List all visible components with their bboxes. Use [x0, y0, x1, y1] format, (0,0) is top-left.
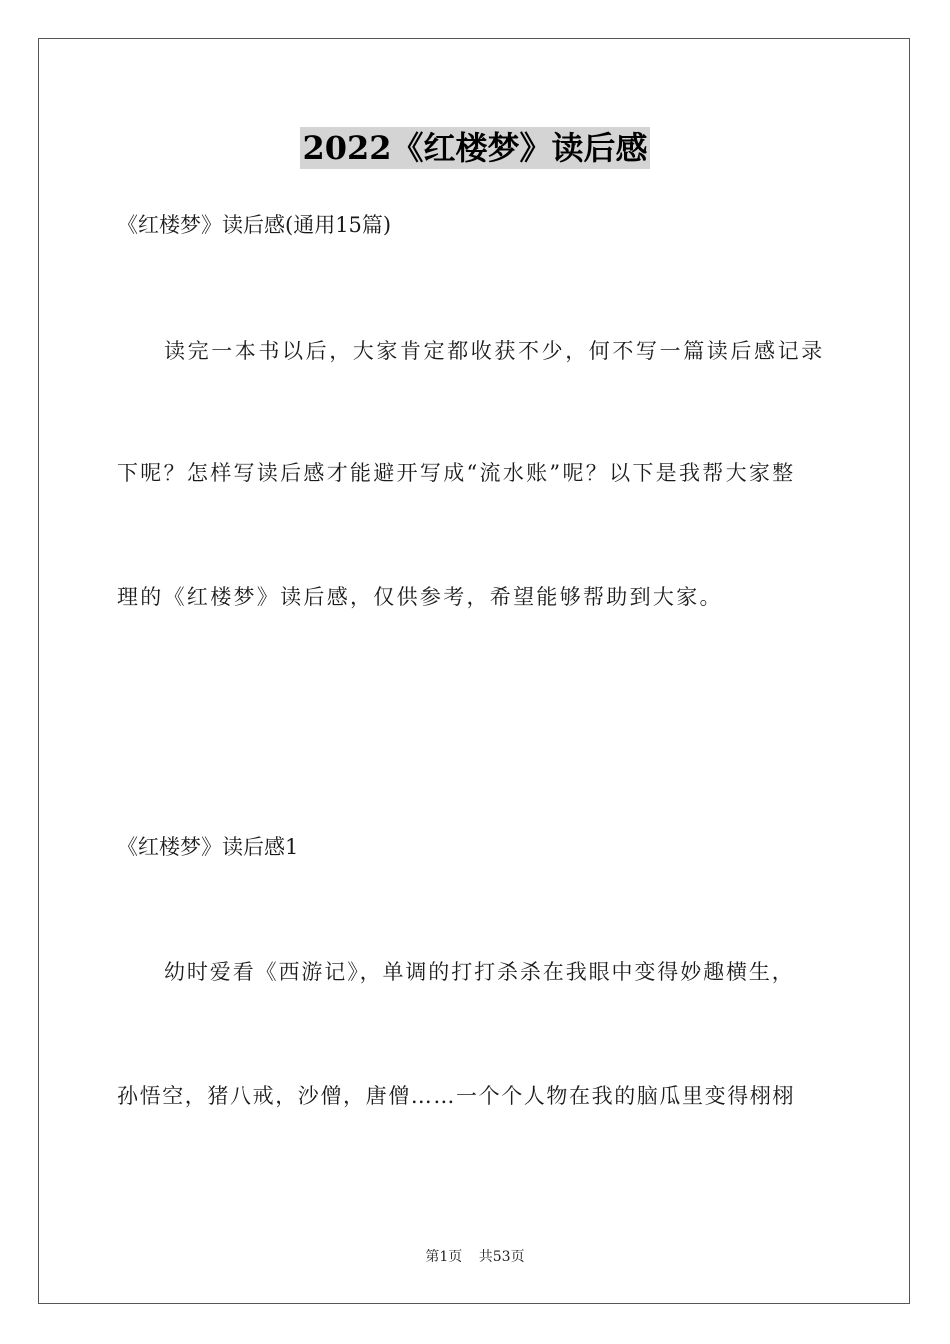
- title-container: [0, 127, 950, 169]
- page-footer: [0, 1248, 950, 1266]
- section-heading: 《红楼梦》读后感1: [117, 835, 299, 859]
- document-title: 2022《红楼梦》读后感: [302, 129, 648, 167]
- document-subtitle: 《红楼梦》读后感(通用15篇): [117, 213, 392, 237]
- intro-paragraph-line: 下呢？怎样写读后感才能避开写成“流水账”呢？以下是我帮大家整: [117, 461, 796, 485]
- page-number: 第1页: [425, 1249, 463, 1265]
- page-total: 共53页: [478, 1249, 525, 1265]
- intro-paragraph-line: 读完一本书以后，大家肯定都收获不少，何不写一篇读后感记录: [164, 339, 825, 363]
- body-paragraph-line: 幼时爱看《西游记》，单调的打打杀杀在我眼中变得妙趣横生，: [164, 960, 795, 984]
- intro-paragraph-line: 理的《红楼梦》读后感，仅供参考，希望能够帮助到大家。: [117, 585, 723, 609]
- body-paragraph-line: 孙悟空，猪八戒，沙僧，唐僧……一个个人物在我的脑瓜里变得栩栩: [117, 1084, 795, 1108]
